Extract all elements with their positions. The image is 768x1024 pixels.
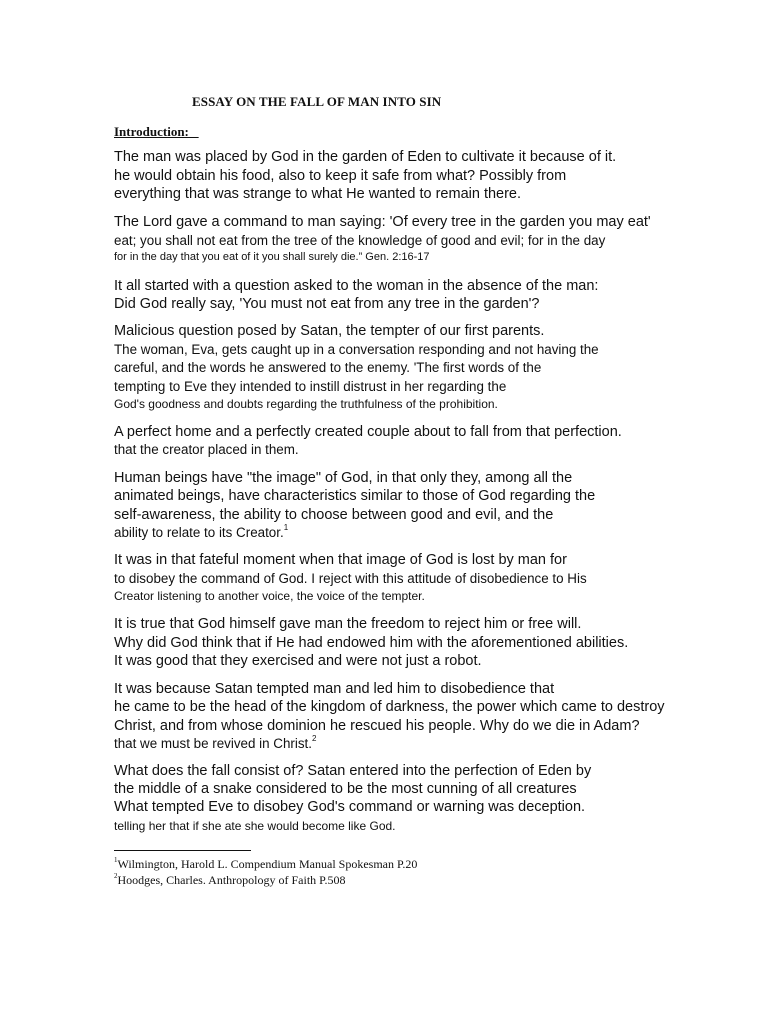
text-line: It was in that fateful moment when that image of God is lost by man for [114, 552, 567, 568]
text-line: animated beings, have characteristics similar to those of God regarding the [114, 488, 596, 504]
text-line: Did God really say, 'You must not eat from any tree in the garden'? [114, 296, 540, 312]
text-line: God's goodness and doubts regarding the truthfulness of the prohibition. [114, 397, 498, 411]
text-line: It all started with a question asked to the woman in the absence of the man: [114, 278, 599, 294]
text-line: careful, and the words he answered to the enemy. 'The first words of the [114, 360, 542, 375]
text-line: The Lord gave a command to man saying: 'Of every tree in the garden you may eat' [114, 214, 651, 230]
footnote-ref: 2 [311, 734, 317, 743]
text-line: The man was placed by God in the garden of Eden to cultivate it because of it. [114, 149, 617, 165]
text-line: ability to relate to its Creator.$^1$ [114, 523, 289, 540]
text-line: eat; you shall not eat from the tree of the knowledge of good and evil; for in the day [114, 233, 606, 248]
text-line: he would obtain his food, also to keep it safe from what? Possibly from [114, 168, 567, 184]
footnote-separator [114, 850, 251, 851]
text-line: Malicious question posed by Satan, the tempter of our first parents. [114, 323, 545, 339]
text-line: It was because Satan tempted man and led him to disobedience that [114, 681, 555, 697]
text-line: It was good that they exercised and were not just a robot. [114, 653, 482, 669]
text-line: Why did God think that if He had endowed him with the aforementioned abilities. [114, 635, 629, 651]
text-line: self-awareness, the ability to choose between good and evil, and the [114, 507, 554, 523]
footnote-ref: 1 [283, 523, 289, 532]
text-line: It is true that God himself gave man the freedom to reject him or free will. [114, 616, 582, 632]
text-line: that we must be revived in Christ.$^2$ [114, 734, 317, 751]
text-line: Creator listening to another voice, the voice of the tempter. [114, 589, 425, 603]
text-line: The woman, Eva, gets caught up in a conversation responding and not having the [114, 342, 599, 357]
text-line: for in the day that you eat of it you shall surely die.” Gen. 2:16-17 [114, 251, 430, 263]
text-line: he came to be the head of the kingdom of darkness, the power which came to destroy [114, 699, 665, 715]
text-line: A perfect home and a perfectly created couple about to fall from that perfection. [114, 424, 622, 440]
text-line: What tempted Eve to disobey God's command or warning was deception. [114, 799, 586, 815]
text-line: tempting to Eve they intended to instill distrust in her regarding the [114, 379, 507, 394]
footnote: $^1$Wilmington, Harold L. Compendium Manual Spokesman P.20 [114, 856, 418, 871]
text-line: to disobey the command of God. I reject with this attitude of disobedience to His [114, 571, 587, 586]
essay-title: ESSAY ON THE FALL OF MAN INTO SIN [192, 94, 442, 109]
footnote: $^2$Hoodges, Charles. Anthropology of Faith P.508 [114, 872, 346, 887]
text-line: telling her that if she ate she would become like God. [114, 819, 396, 833]
text-line: that the creator placed in them. [114, 442, 299, 457]
text-line: Human beings have "the image" of God, in that only they, among all the [114, 470, 573, 486]
footnote-mark: 1 [114, 856, 118, 864]
introduction-heading: Introduction: [114, 124, 199, 139]
footnote-mark: 2 [114, 872, 118, 880]
text-line: What does the fall consist of? Satan entered into the perfection of Eden by [114, 763, 592, 779]
text-line: Christ, and from whose dominion he rescued his people. Why do we die in Adam? [114, 718, 640, 734]
text-line: the middle of a snake considered to be the most cunning of all creatures [114, 781, 577, 797]
text-line: everything that was strange to what He wanted to remain there. [114, 186, 522, 202]
